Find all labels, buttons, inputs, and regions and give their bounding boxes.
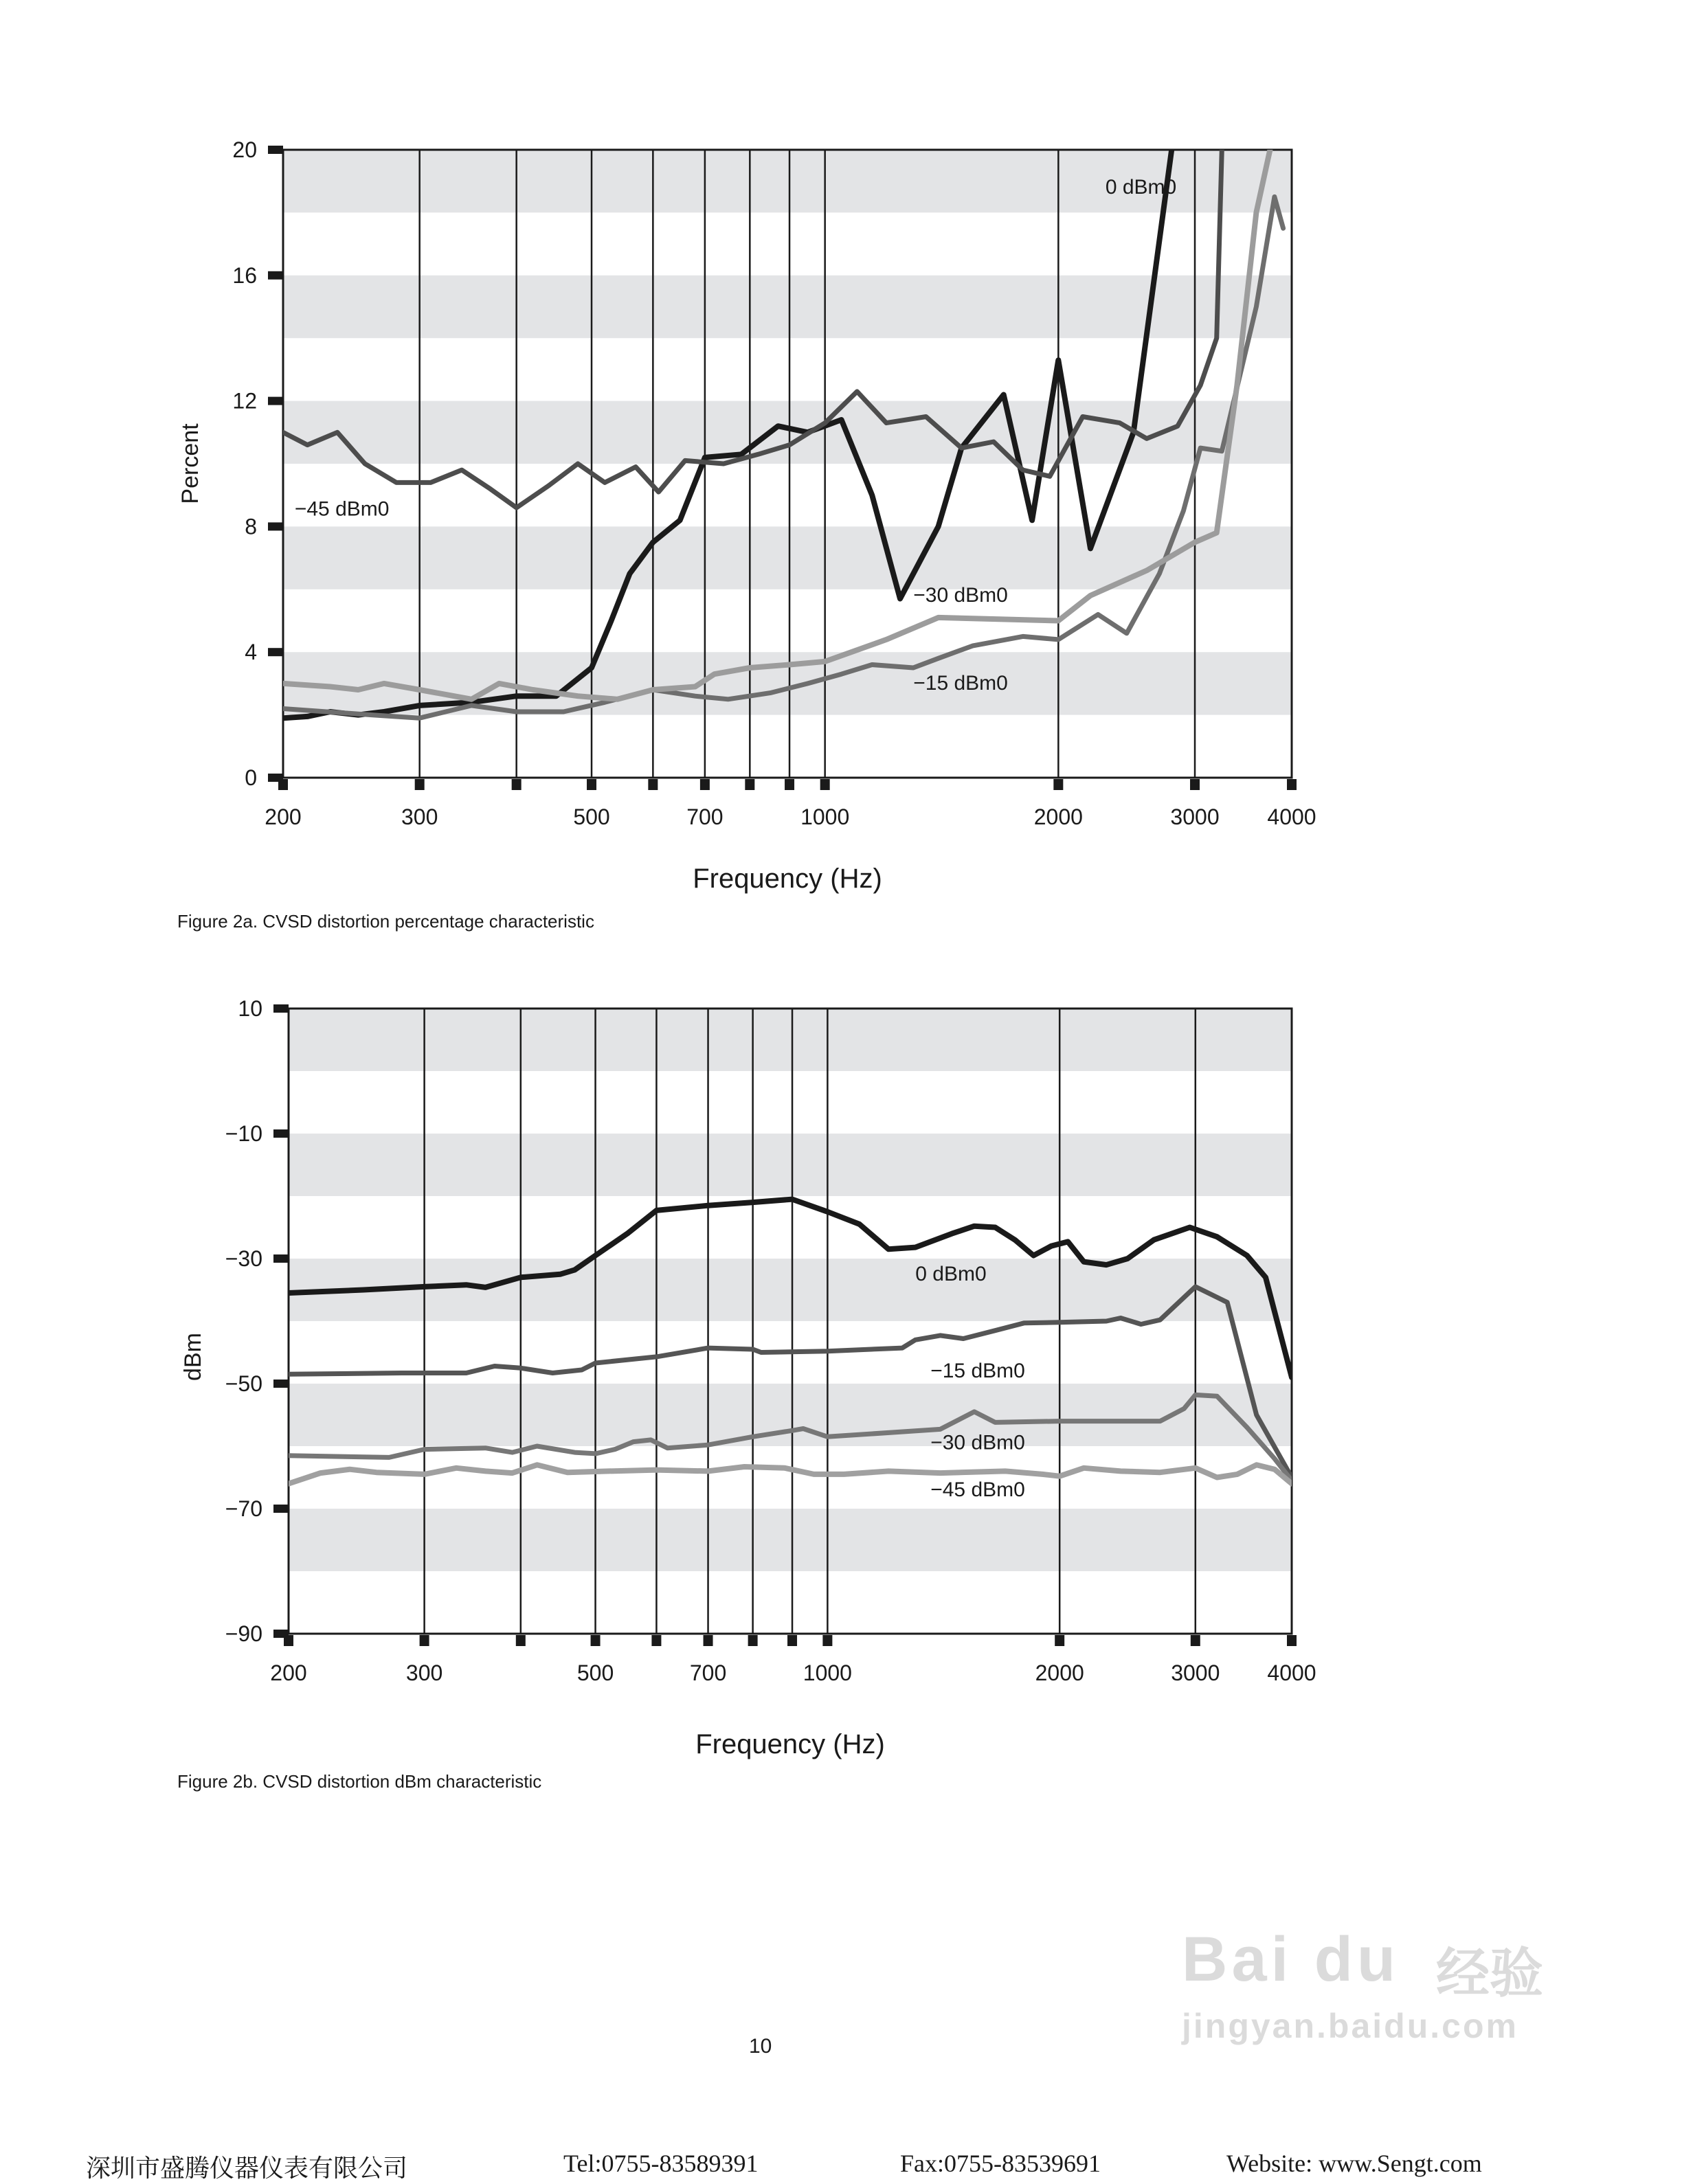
x-tick-label: 200 [265,804,302,829]
x-tick-mark-1000 [822,1635,832,1646]
x-tick-label: 2000 [1033,804,1083,829]
y-tick-label: −50 [225,1371,262,1396]
watermark-cn: 经验 [1436,1943,1544,2003]
y-tick-label: 0 [245,765,257,790]
series-annotation: −45 dBm0 [294,497,390,521]
x-tick-mark-300 [420,1635,429,1646]
footer-website: Website: www.Sengt.com [1226,2150,1482,2177]
footer-company: 深圳市盛腾仪器仪表有限公司 [86,2154,408,2182]
x-tick-mark-800 [748,1635,758,1646]
y-tick-label: −90 [225,1621,262,1646]
x-tick-mark-4000 [1287,1635,1297,1646]
figure-2b-caption: Figure 2b. CVSD distortion dBm characteristic [177,1771,542,1792]
y-tick-label: 20 [232,137,257,162]
y-tick-mark [273,1505,289,1513]
y-tick-label: 12 [232,388,257,414]
x-axis-label: Frequency (Hz) [695,1729,885,1759]
x-tick-mark-3000 [1191,1635,1200,1646]
x-tick-mark-2000 [1055,1635,1064,1646]
page-number: 10 [749,2035,772,2058]
series-annotation: −30 dBm0 [930,1431,1025,1454]
figure-2a-caption: Figure 2a. CVSD distortion percentage characteristic [177,911,594,932]
x-tick-mark-400 [516,1635,526,1646]
footer-fax: Fax:0755-83539691 [900,2150,1101,2177]
band-0 [289,1509,1292,1571]
x-tick-label: 700 [686,804,724,829]
y-axis-label: Percent [177,423,203,504]
x-tick-mark-700 [704,1635,713,1646]
x-tick-mark-500 [591,1635,601,1646]
baidu-watermark [1168,1903,1594,2047]
y-tick-label: 4 [245,640,257,665]
x-tick-mark-900 [787,1635,797,1646]
y-tick-label: −70 [225,1496,262,1521]
series-annotation: 0 dBm0 [915,1262,987,1285]
y-tick-label: −30 [225,1246,262,1271]
x-tick-label: 200 [270,1660,307,1685]
x-tick-label: 3000 [1170,804,1220,829]
footer-tel: Tel:0755-83589391 [563,2150,759,2177]
y-tick-label: −10 [225,1121,262,1146]
series-line-45dbm0 [289,1465,1292,1483]
y-tick-label: 16 [232,262,257,288]
y-tick-mark [273,1129,289,1138]
x-tick-label: 4000 [1267,1660,1316,1685]
band-3 [289,1134,1292,1196]
x-tick-label: 3000 [1171,1660,1220,1685]
band-4 [289,1009,1292,1071]
y-tick-mark [273,1630,289,1638]
x-tick-label: 500 [576,1660,614,1685]
y-axis-label: dBm [180,1333,206,1381]
x-axis-label: Frequency (Hz) [693,864,882,894]
y-tick-mark [273,1004,289,1013]
series-annotation: −30 dBm0 [913,584,1008,607]
series-annotation: 0 dBm0 [1105,175,1177,199]
series-annotation: −15 dBm0 [913,672,1008,695]
x-tick-label: 1000 [800,804,850,829]
watermark-url: jingyan.baidu.com [1182,2007,1518,2045]
x-tick-label: 300 [401,804,438,829]
series-annotation: −45 dBm0 [930,1478,1025,1501]
x-tick-label: 500 [573,804,610,829]
footer [0,2149,1682,2182]
x-tick-label: 4000 [1267,804,1316,829]
series-annotation: −15 dBm0 [930,1359,1025,1382]
y-tick-label: 10 [238,996,262,1021]
y-tick-mark [273,1254,289,1263]
x-tick-label: 300 [405,1660,443,1685]
x-tick-label: 1000 [803,1660,852,1685]
y-tick-label: 8 [245,514,257,539]
band-2 [289,1259,1292,1321]
band-1 [289,1384,1292,1446]
x-tick-label: 2000 [1035,1660,1084,1685]
x-tick-mark-600 [651,1635,661,1646]
y-tick-mark [273,1380,289,1388]
x-tick-label: 700 [689,1660,727,1685]
watermark-brand: Bai du [1182,1924,1400,1994]
